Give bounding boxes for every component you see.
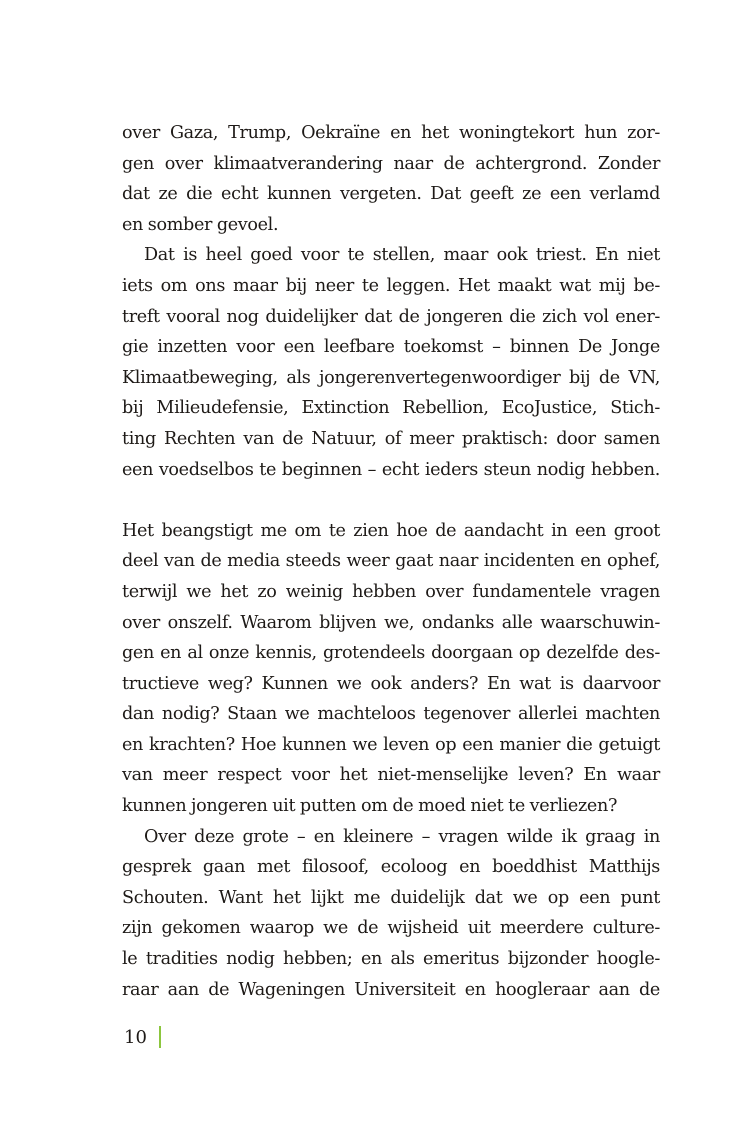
text-line: dan nodig? Staan we machteloos tegenover allerlei machten — [122, 704, 660, 725]
text-line: raar aan de Wageningen Universiteit en hoogleraar aan de — [122, 979, 660, 1000]
paragraph — [122, 822, 660, 1006]
text-line: en somber gevoel. — [122, 214, 279, 235]
page-body — [122, 118, 660, 1005]
text-line: iets om ons maar bij neer te leggen. Het maakt wat mij be- — [122, 275, 660, 296]
text-line: Het beangstigt me om te zien hoe de aandacht in een groot — [122, 520, 660, 541]
text-line: le tradities nodig hebben; en als emeritus bijzonder hoogle- — [122, 949, 660, 970]
page-number: 10 — [124, 1026, 147, 1048]
text-line: ting Rechten van de Natuur, of meer praktisch: door samen — [122, 428, 660, 449]
text-line: treft vooral nog duidelijker dat de jongeren die zich vol ener- — [122, 306, 660, 327]
text-line: gen over klimaatverandering naar de achtergrond. Zonder — [122, 153, 660, 174]
text-line: Dat is heel goed voor te stellen, maar ook triest. En niet — [144, 245, 660, 266]
text-line: terwijl we het zo weinig hebben over fundamentele vragen — [122, 581, 660, 602]
text-line: Over deze grote – en kleinere – vragen wilde ik graag in — [144, 826, 660, 847]
text-line: Schouten. Want het lijkt me duidelijk dat we op een punt — [122, 887, 660, 908]
text-line: dat ze die echt kunnen vergeten. Dat geeft ze een verlamd — [122, 184, 660, 205]
text-line: een voedselbos te beginnen – echt ieders steun nodig hebben. — [122, 459, 660, 480]
section-break — [122, 485, 660, 516]
text-line: over onszelf. Waarom blijven we, ondanks alle waarschuwin- — [122, 612, 660, 633]
paragraph — [122, 240, 660, 485]
page-footer — [124, 1026, 161, 1048]
text-line: en krachten? Hoe kunnen we leven op een manier die getuigt — [122, 734, 660, 755]
folio-divider — [159, 1026, 161, 1048]
text-line: van meer respect voor het niet-menselijke leven? En waar — [122, 765, 660, 786]
text-line: deel van de media steeds weer gaat naar incidenten en ophef, — [122, 551, 660, 572]
text-line: gen en al onze kennis, grotendeels doorgaan op dezelfde des- — [122, 643, 660, 664]
text-line: over Gaza, Trump, Oekraïne en het woningtekort hun zor- — [122, 123, 660, 143]
text-line: gesprek gaan met filosoof, ecoloog en boeddhist Matthijs — [122, 857, 660, 878]
text-line: Klimaatbeweging, als jongerenvertegenwoordiger bij de VN, — [122, 367, 660, 388]
text-line: bij Milieudefensie, Extinction Rebellion, EcoJustice, Stich- — [122, 398, 660, 419]
text-line: kunnen jongeren uit putten om de moed niet te verliezen? — [122, 796, 618, 817]
paragraph — [122, 118, 660, 240]
paragraph — [122, 516, 660, 822]
text-line: tructieve weg? Kunnen we ook anders? En wat is daarvoor — [122, 673, 660, 694]
text-line: zijn gekomen waarop we de wijsheid uit meerdere culture- — [122, 918, 660, 939]
text-line: gie inzetten voor een leefbare toekomst – binnen De Jonge — [122, 337, 660, 358]
